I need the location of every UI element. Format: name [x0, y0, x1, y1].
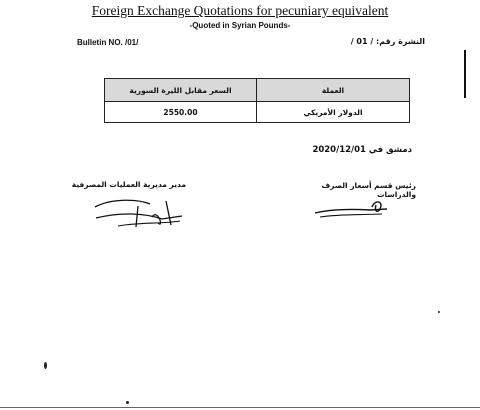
column-header-currency: العملة	[257, 79, 410, 102]
rate-cell: 2550.00	[105, 102, 257, 123]
scan-speck	[438, 311, 440, 313]
bulletin-number-ar: النشرة رقم: / 01 /	[350, 37, 425, 46]
scan-edge-mark	[464, 50, 466, 98]
currency-cell: الدولار الأمريكي	[257, 102, 410, 123]
scan-speck	[44, 362, 47, 369]
scan-speck	[126, 401, 129, 404]
signature-title-left: مدير مديرية العمليات المصرفية	[71, 180, 186, 189]
right-signature-scribble	[312, 195, 392, 221]
signature-title-right: رئيس قسم أسعار الصرف والدراسات	[321, 181, 416, 199]
column-header-rate: السعر مقابل الليرة السورية	[105, 79, 257, 102]
left-signature-scribble	[90, 195, 200, 237]
page-title: Foreign Exchange Quotations for pecuniary equivalent	[91, 3, 389, 18]
bulletin-number-en: Bulletin NO. /01/	[77, 38, 139, 47]
table-row	[105, 102, 410, 123]
exchange-rate-table	[104, 78, 410, 123]
table-header-row	[105, 79, 410, 102]
issue-date: دمشق في 2020/12/01	[312, 145, 412, 155]
page-bottom-edge	[0, 407, 480, 408]
page-subtitle: -Quoted in Syrian Pounds-	[189, 21, 291, 30]
